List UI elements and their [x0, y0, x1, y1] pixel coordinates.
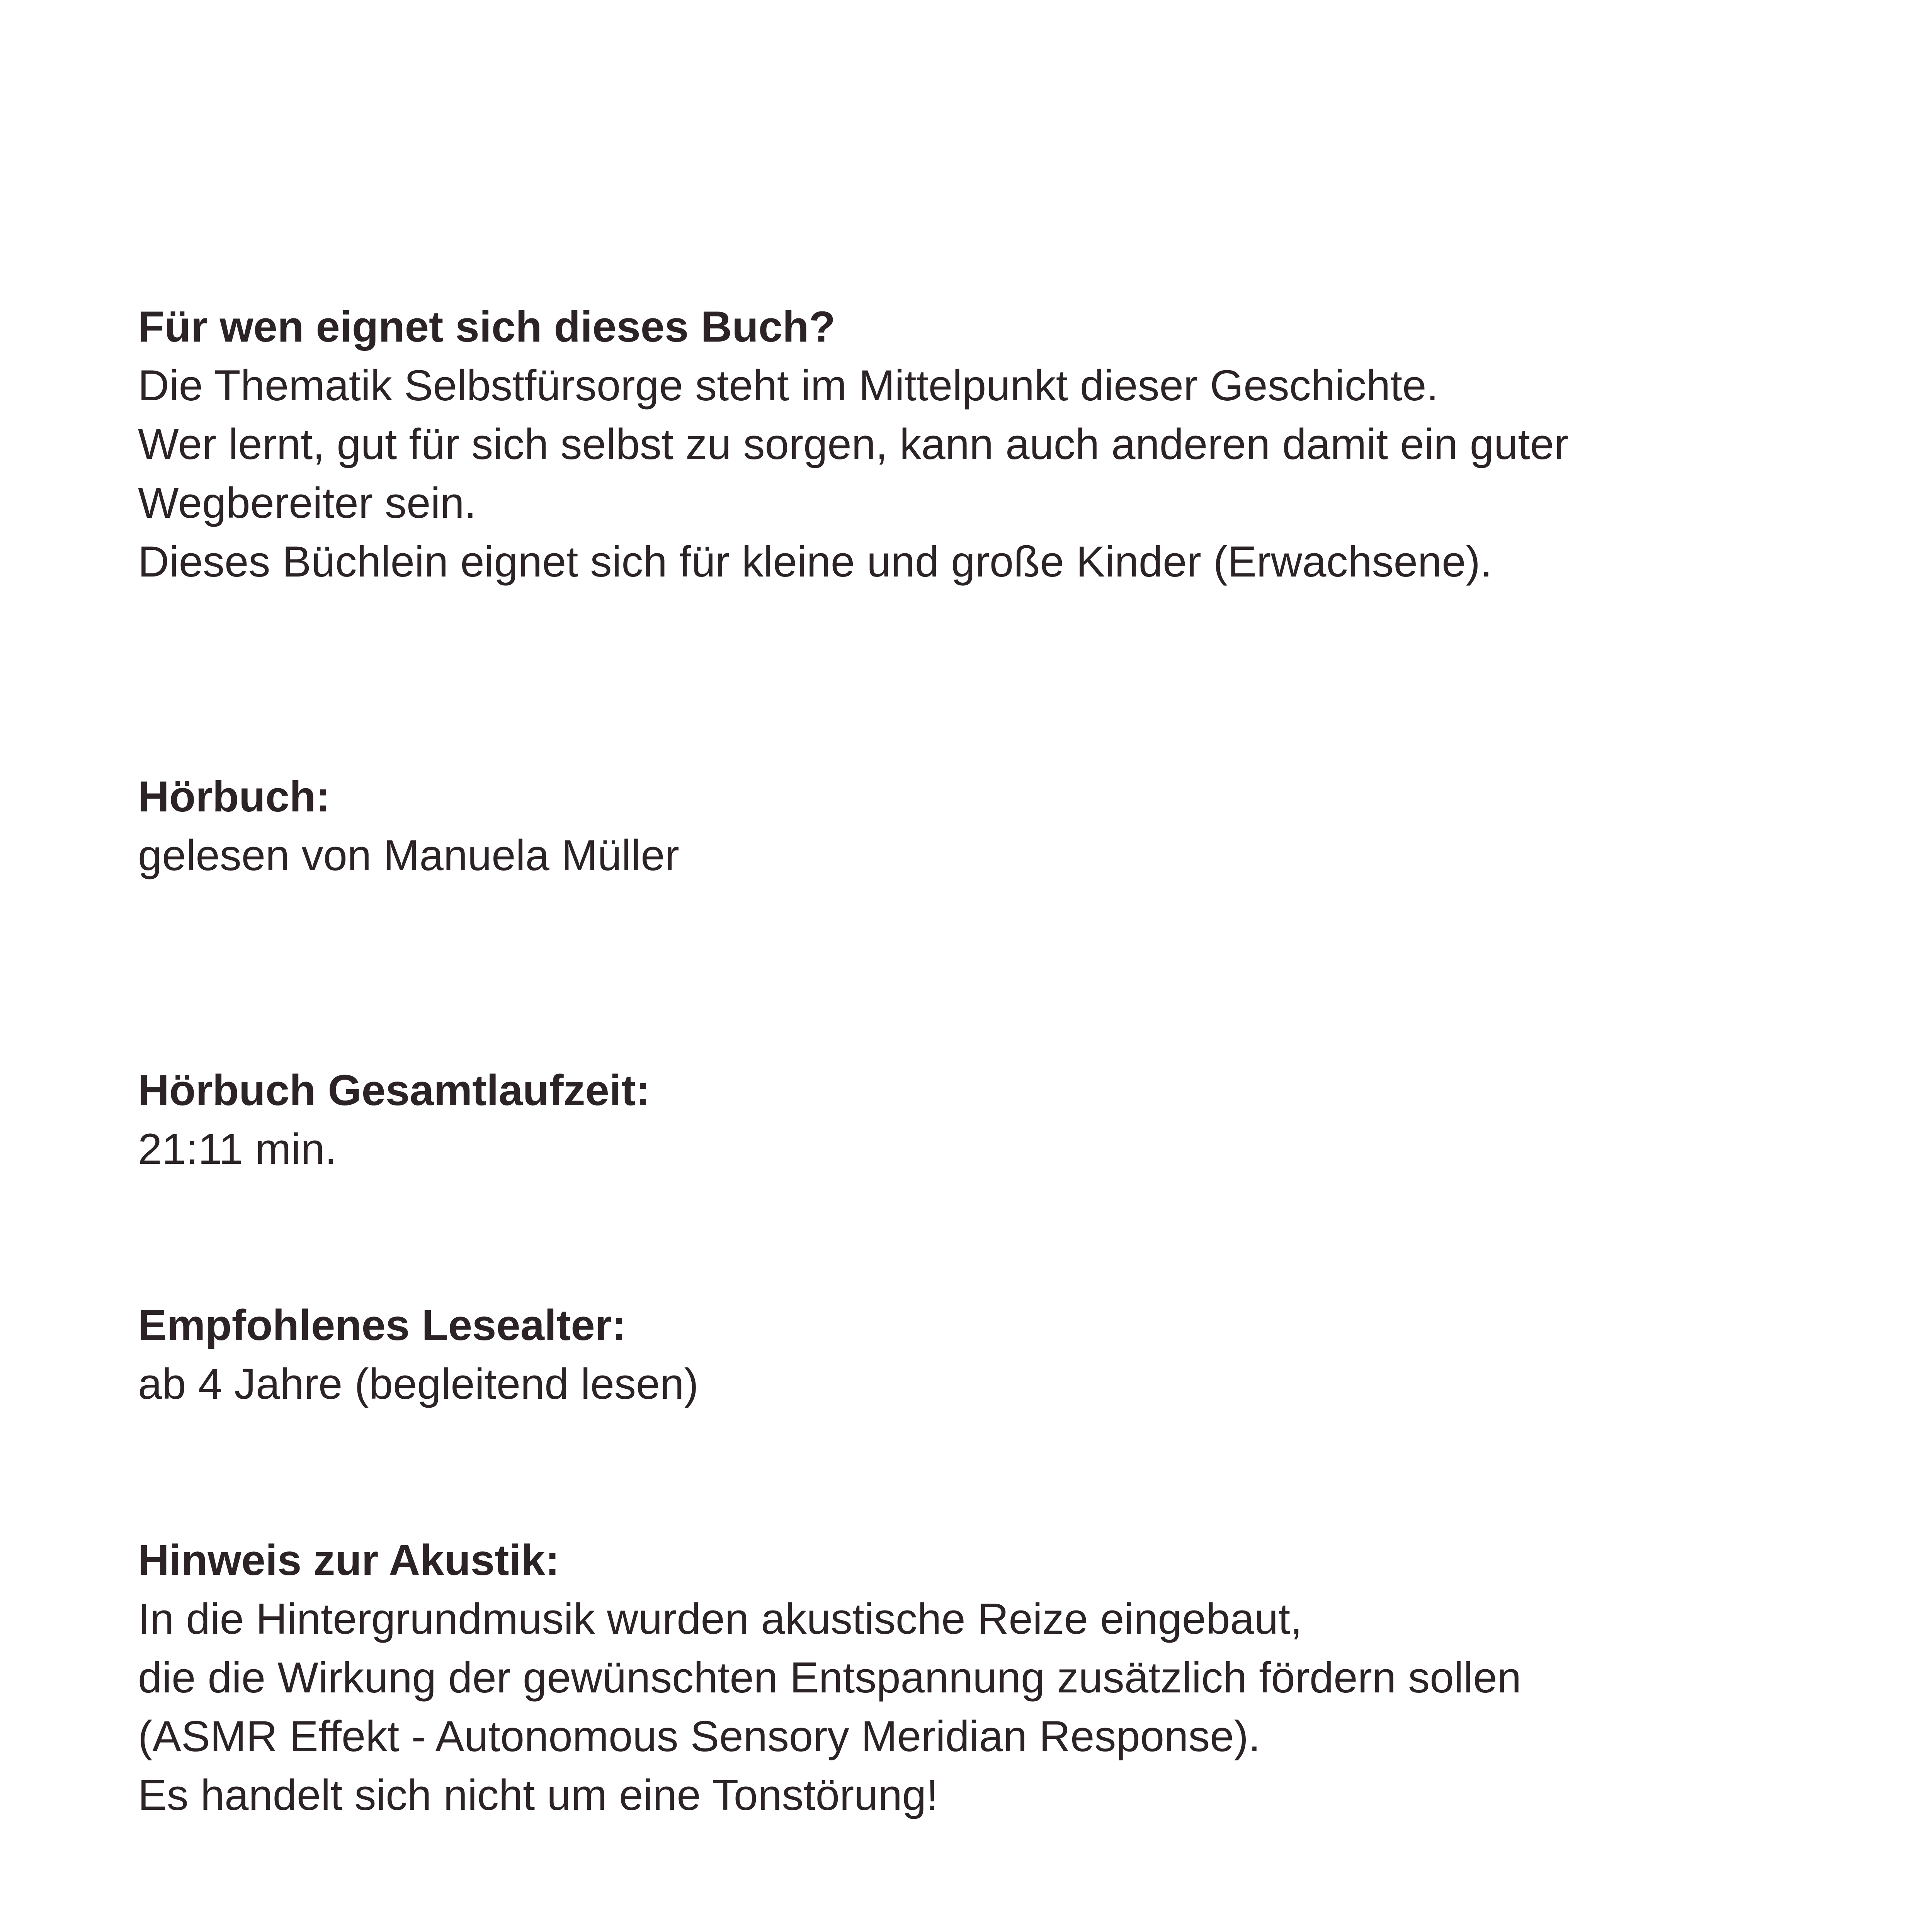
body-line: die die Wirkung der gewünschten Entspannung zusätzlich fördern sollen — [138, 1653, 1521, 1702]
body-line: Wegbereiter sein. — [138, 479, 476, 527]
body-line: (ASMR Effekt - Autonomous Sensory Meridian Response). — [138, 1712, 1260, 1760]
spacer — [138, 1179, 1915, 1296]
section-heading: Hörbuch: — [138, 772, 330, 821]
section-heading: Hörbuch Gesamtlaufzeit: — [138, 1066, 650, 1114]
section-runtime — [138, 1061, 1915, 1179]
section-heading: Für wen eignet sich dieses Buch? — [138, 303, 835, 351]
body-line: Dieses Büchlein eignet sich für kleine und große Kinder (Erwachsene). — [138, 537, 1492, 586]
section-target-audience — [138, 298, 1915, 591]
body-line: Wer lernt, gut für sich selbst zu sorgen, kann auch anderen damit ein guter — [138, 420, 1569, 468]
body-line: 21:11 min. — [138, 1125, 337, 1173]
document-content — [138, 298, 1915, 1825]
section-acoustics — [138, 1531, 1915, 1825]
body-line: gelesen von Manuela Müller — [138, 831, 679, 879]
spacer — [138, 591, 1915, 767]
section-heading: Hinweis zur Akustik: — [138, 1536, 560, 1584]
section-reading-age — [138, 1296, 1915, 1413]
spacer — [138, 1413, 1915, 1531]
body-line: In die Hintergrundmusik wurden akustische Reize eingebaut, — [138, 1595, 1303, 1643]
section-audiobook — [138, 767, 1915, 885]
body-line: ab 4 Jahre (begleitend lesen) — [138, 1360, 699, 1408]
spacer — [138, 885, 1915, 1061]
body-line: Die Thematik Selbstfürsorge steht im Mittelpunkt dieser Geschichte. — [138, 361, 1439, 410]
section-heading: Empfohlenes Lesealter: — [138, 1301, 626, 1349]
body-line: Es handelt sich nicht um eine Tonstörung! — [138, 1771, 939, 1819]
